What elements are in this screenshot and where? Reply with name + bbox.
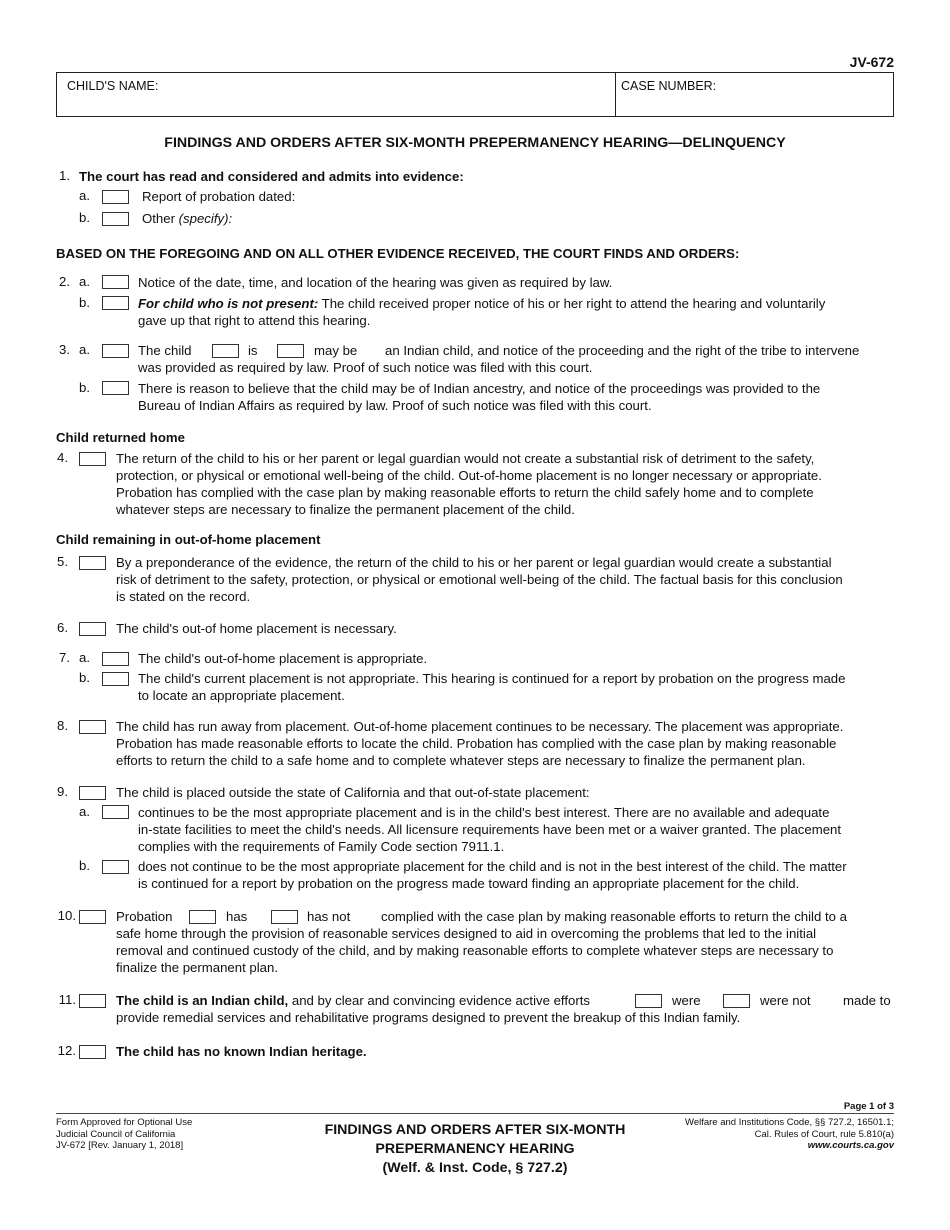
- item3b-checkbox[interactable]: [102, 381, 129, 395]
- page-number: Page 1 of 3: [843, 1101, 894, 1112]
- item11-were-not: were not: [760, 993, 811, 1008]
- item3b-label: b.: [79, 380, 90, 395]
- item8-line3: efforts to return the child to a safe home and to complete whatever steps are necessary to finalize the permanent plan.: [116, 753, 806, 768]
- footer-title-line1: FINDINGS AND ORDERS AFTER SIX-MONTH: [324, 1122, 626, 1138]
- item12-checkbox[interactable]: [79, 1045, 106, 1059]
- footer-left-line3: JV-672 [Rev. January 1, 2018]: [56, 1140, 184, 1151]
- item5-line1: By a preponderance of the evidence, the return of the child to his or her parent or legal guardian would create a substantial: [116, 555, 832, 570]
- item2a-text: Notice of the date, time, and location of the hearing was given as required by law.: [138, 275, 613, 290]
- item3a-is: is: [248, 343, 258, 358]
- item9a-line2: in-state facilities to meet the child's needs. All licensure requirements have been met or a waiver granted. The placement: [138, 822, 842, 837]
- footer-right: [685, 1117, 894, 1152]
- item9a-checkbox[interactable]: [102, 805, 129, 819]
- item2b-line1: [138, 295, 825, 312]
- item5-number: 5.: [57, 554, 68, 569]
- item10-line4: finalize the permanent plan.: [116, 960, 279, 975]
- item4-checkbox[interactable]: [79, 452, 106, 466]
- caption-divider: [615, 73, 616, 116]
- item9-text: The child is placed outside the state of California and that out-of-state placement:: [116, 785, 590, 800]
- item9b-label: b.: [79, 858, 90, 873]
- item3a-maybe-checkbox[interactable]: [277, 344, 304, 358]
- form-title: FINDINGS AND ORDERS AFTER SIX-MONTH PREPERMANENCY HEARING—DELINQUENCY: [164, 135, 786, 151]
- item2b-checkbox[interactable]: [102, 296, 129, 310]
- item8-line1: The child has run away from placement. Out-of-home placement continues to be necessary. The placement was appropriate.: [116, 719, 844, 734]
- item9a-label: a.: [79, 804, 90, 819]
- item2a-checkbox[interactable]: [102, 275, 129, 289]
- item1b-specify: (specify):: [178, 211, 233, 226]
- caption-box: [56, 72, 894, 117]
- item1a-text: Report of probation dated:: [142, 189, 296, 204]
- item9a-line3: complies with the requirements of Family Code section 7911.1.: [138, 839, 505, 854]
- footer-right-line1: Welfare and Institutions Code, §§ 727.2, 16501.1;: [685, 1117, 894, 1128]
- item10-has-not: has not: [307, 909, 351, 924]
- footer-rule: [56, 1113, 894, 1114]
- footer-right-line2: Cal. Rules of Court, rule 5.810(a): [754, 1128, 894, 1140]
- item6-checkbox[interactable]: [79, 622, 106, 636]
- item2-number: 2.: [59, 274, 70, 289]
- item2a-label: a.: [79, 274, 90, 289]
- item10-line1: complied with the case plan by making reasonable efforts to return the child to a: [381, 909, 847, 924]
- item1-number: 1.: [59, 168, 70, 183]
- footer-left-line1: Form Approved for Optional Use: [56, 1117, 193, 1128]
- item2b-text: The child received proper notice of his or her right to attend the hearing and voluntarily: [321, 296, 826, 311]
- item10-has: has: [226, 909, 248, 924]
- item3a-label: a.: [79, 342, 90, 357]
- item11-line2: provide remedial services and rehabilitative programs designed to prevent the breakup of this Indian family.: [116, 1010, 741, 1025]
- item10-number: 10.: [57, 908, 76, 923]
- item3a-child: The child: [138, 343, 192, 358]
- item3b-line1: There is reason to believe that the child may be of Indian ancestry, and notice of the proceedings was provided to the: [138, 381, 821, 396]
- item11-were: were: [672, 993, 701, 1008]
- item2b-bold: For child who is not present:: [138, 296, 319, 311]
- item8-checkbox[interactable]: [79, 720, 106, 734]
- item11-checkbox[interactable]: [79, 994, 106, 1008]
- item1-heading: The court has read and considered and admits into evidence:: [79, 169, 464, 184]
- item6-number: 6.: [57, 620, 68, 635]
- item4-line3: Probation has complied with the case plan by making reasonable efforts to return the child safely home and to complete: [116, 485, 814, 500]
- child-name-label: CHILD'S NAME:: [67, 79, 159, 93]
- item3a-maybe: may be: [314, 343, 358, 358]
- footer-title-line3: (Welf. & Inst. Code, § 727.2): [382, 1160, 568, 1176]
- item4-line1: The return of the child to his or her parent or legal guardian would not create a substantial risk of detriment to the safety,: [116, 451, 815, 466]
- item9b-line2: is continued for a report by probation on the progress made toward finding an appropriate placement for the child.: [138, 876, 800, 891]
- item7b-label: b.: [79, 670, 90, 685]
- item1a-label: a.: [79, 188, 90, 203]
- item2b-line2: gave up that right to attend this hearing.: [138, 313, 371, 328]
- item8-line2: Probation has made reasonable efforts to locate the child. Probation has complied with the case plan by making reasonable: [116, 736, 837, 751]
- section-child-returned: Child returned home: [56, 430, 185, 445]
- item4-line2: protection, or physical or emotional well-being of the child. Out-of-home placement is no longer necessary or appropriate.: [116, 468, 822, 483]
- item4-line4: whatever steps are necessary to finalize the permanent placement of the child.: [116, 502, 575, 517]
- item1b-checkbox[interactable]: [102, 212, 129, 226]
- footer-left-line2: Judicial Council of California: [56, 1128, 176, 1140]
- section-child-remaining: Child remaining in out-of-home placement: [56, 532, 321, 547]
- item11-were-not-checkbox[interactable]: [723, 994, 750, 1008]
- case-number-label: CASE NUMBER:: [621, 79, 717, 93]
- form-id: JV-672: [849, 54, 894, 70]
- item11-were-checkbox[interactable]: [635, 994, 662, 1008]
- item7a-checkbox[interactable]: [102, 652, 129, 666]
- item1b-label: b.: [79, 210, 90, 225]
- courts-website-link[interactable]: www.courts.ca.gov: [807, 1140, 894, 1151]
- item10-line2: safe home through the provision of reasonable services designed to aid in overcoming the problems that led to the initial: [116, 926, 817, 941]
- item9b-checkbox[interactable]: [102, 860, 129, 874]
- item3-number: 3.: [59, 342, 70, 357]
- item8-number: 8.: [57, 718, 68, 733]
- item7a-text: The child's out-of-home placement is appropriate.: [138, 651, 428, 666]
- item3a-line1: an Indian child, and notice of the proceeding and the right of the tribe to intervene: [385, 343, 860, 358]
- item11-bold: The child is an Indian child,: [116, 993, 289, 1008]
- item9-checkbox[interactable]: [79, 786, 106, 800]
- item10-checkbox[interactable]: [79, 910, 106, 924]
- item1a-checkbox[interactable]: [102, 190, 129, 204]
- item7b-line1: The child's current placement is not appropriate. This hearing is continued for a report by probation on the progress made: [138, 671, 846, 686]
- item6-text: The child's out-of home placement is necessary.: [116, 621, 397, 636]
- item4-number: 4.: [57, 450, 68, 465]
- item12-text: The child has no known Indian heritage.: [116, 1044, 367, 1059]
- item9-number: 9.: [57, 784, 68, 799]
- item3b-line2: Bureau of Indian Affairs as required by law. Proof of such notice was filed with this court.: [138, 398, 652, 413]
- item10-probation: Probation: [116, 909, 173, 924]
- item3a-line2: was provided as required by law. Proof of such notice was filed with this court.: [138, 360, 593, 375]
- item7a-label: a.: [79, 650, 90, 665]
- item1b-other: Other: [142, 211, 175, 226]
- item3a-checkbox[interactable]: [102, 344, 129, 358]
- footer-title-line2: PREPERMANENCY HEARING: [375, 1141, 575, 1157]
- item2b-label: b.: [79, 295, 90, 310]
- item10-line3: removal and continued custody of the child, and by making reasonable efforts to complete whatever steps are necessary to: [116, 943, 834, 958]
- item11-line1: [116, 992, 590, 1009]
- item3a-is-checkbox[interactable]: [212, 344, 239, 358]
- item5-checkbox[interactable]: [79, 556, 106, 570]
- item11-text: and by clear and convincing evidence active efforts: [291, 993, 590, 1008]
- item5-line3: is stated on the record.: [116, 589, 251, 604]
- item7b-line2: to locate an appropriate placement.: [138, 688, 345, 703]
- item10-has-not-checkbox[interactable]: [271, 910, 298, 924]
- item9b-line1: does not continue to be the most appropriate placement for the child and is not in the best interest of the child. The matter: [138, 859, 847, 874]
- item5-line2: risk of detriment to the safety, protection, or physical or emotional well-being of the child. The factual basis for this conclusion: [116, 572, 843, 587]
- based-on-heading: BASED ON THE FOREGOING AND ON ALL OTHER EVIDENCE RECEIVED, THE COURT FINDS AND ORDERS:: [56, 246, 740, 261]
- item10-has-checkbox[interactable]: [189, 910, 216, 924]
- item9a-line1: continues to be the most appropriate placement and is in the child's best interest. There are no available and adequate: [138, 805, 830, 820]
- item7b-checkbox[interactable]: [102, 672, 129, 686]
- item12-number: 12.: [57, 1043, 76, 1058]
- item11-made-to: made to: [843, 993, 891, 1008]
- item1b-text: [142, 210, 232, 227]
- item7-number: 7.: [59, 650, 70, 665]
- item11-number: 11.: [58, 992, 76, 1007]
